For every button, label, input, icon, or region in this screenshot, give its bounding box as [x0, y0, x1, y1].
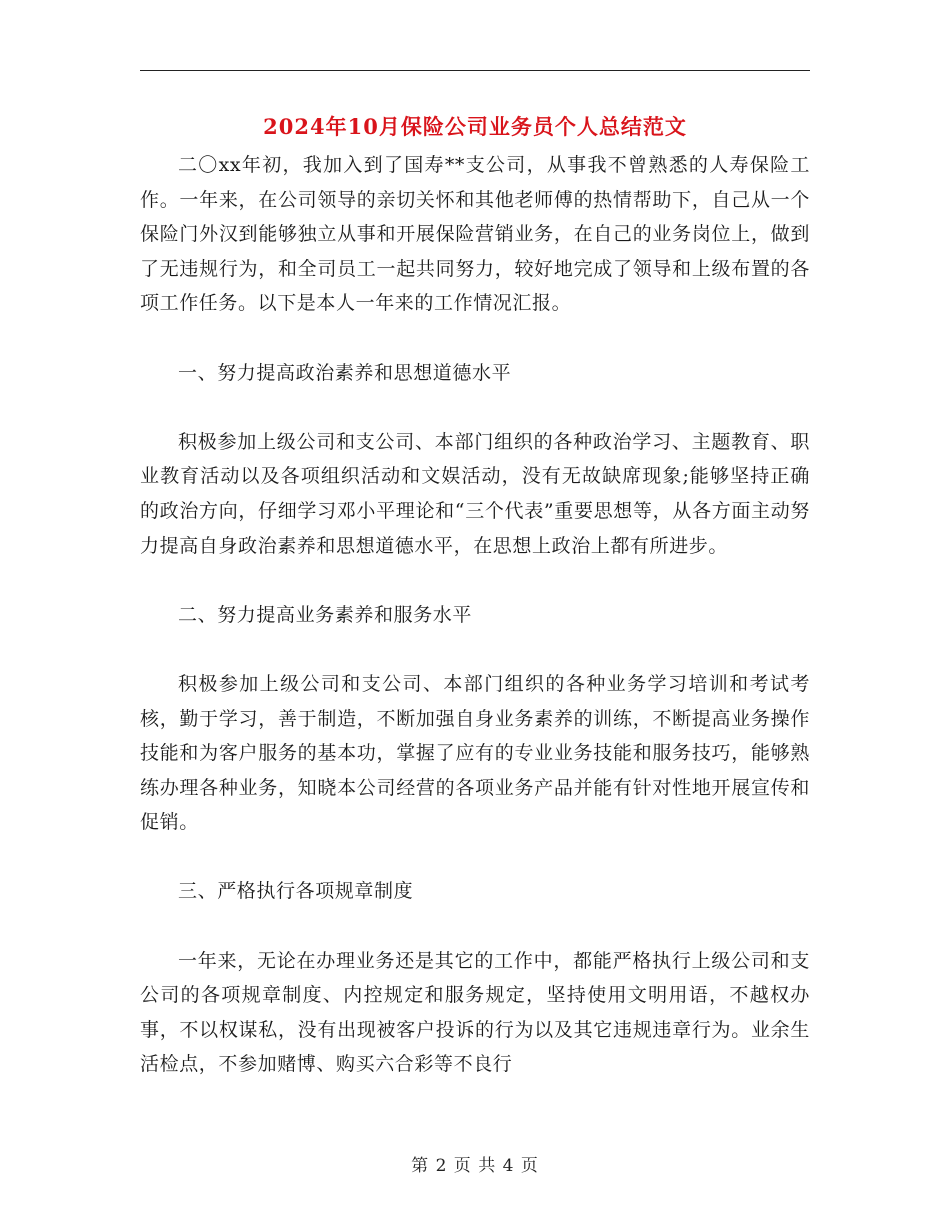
section-1-paragraph: 积极参加上级公司和支公司、本部门组织的各种政治学习、主题教育、职业教育活动以及各项组织活动和文娱活动，没有无故缺席现象;能够坚持正确的政治方向，仔细学习邓小平理论和“三个代表”重要思想等，从各方面主动努力提高自身政治素养和思想道德水平，在思想上政治上都有所进步。: [140, 430, 810, 557]
intro-paragraph: 二〇xx年初，我加入到了国寿**支公司，从事我不曾熟悉的人寿保险工作。一年来，在公司领导的亲切关怀和其他老师傅的热情帮助下，自己从一个保险门外汉到能够独立从事和开展保险营销业务，在自己的业务岗位上，做到了无违规行为，和全司员工一起共同努力，较好地完成了领导和上级布置的各项工作任务。以下是本人一年来的工作情况汇报。: [140, 154, 810, 315]
document-body: [140, 148, 810, 1082]
document-title: 2024年10月保险公司业务员个人总结范文: [263, 114, 687, 139]
header-rule: [140, 70, 810, 71]
section-heading-3: 三、严格执行各项规章制度: [178, 880, 414, 903]
section-heading-1: 一、努力提高政治素养和思想道德水平: [178, 361, 512, 384]
section-2-paragraph: 积极参加上级公司和支公司、本部门组织的各种业务学习培训和考试考核，勤于学习，善于制造，不断加强自身业务素养的训练，不断提高业务操作技能和为客户服务的基本功，掌握了应有的专业业务技能和服务技巧，能够熟练办理各种业务，知晓本公司经营的各项业务产品并能有针对性地开展宣传和促销。: [140, 672, 810, 834]
page-number: 第 2 页 共 4 页: [411, 1156, 539, 1176]
section-heading-2: 二、努力提高业务素养和服务水平: [178, 603, 473, 626]
section-3-paragraph: 一年来，无论在办理业务还是其它的工作中，都能严格执行上级公司和支公司的各项规章制度、内控规定和服务规定，坚持使用文明用语，不越权办事，不以权谋私，没有出现被客户投诉的行为以及其它违规违章行为。业余生活检点，不参加赌博、购买六合彩等不良行: [140, 949, 810, 1076]
